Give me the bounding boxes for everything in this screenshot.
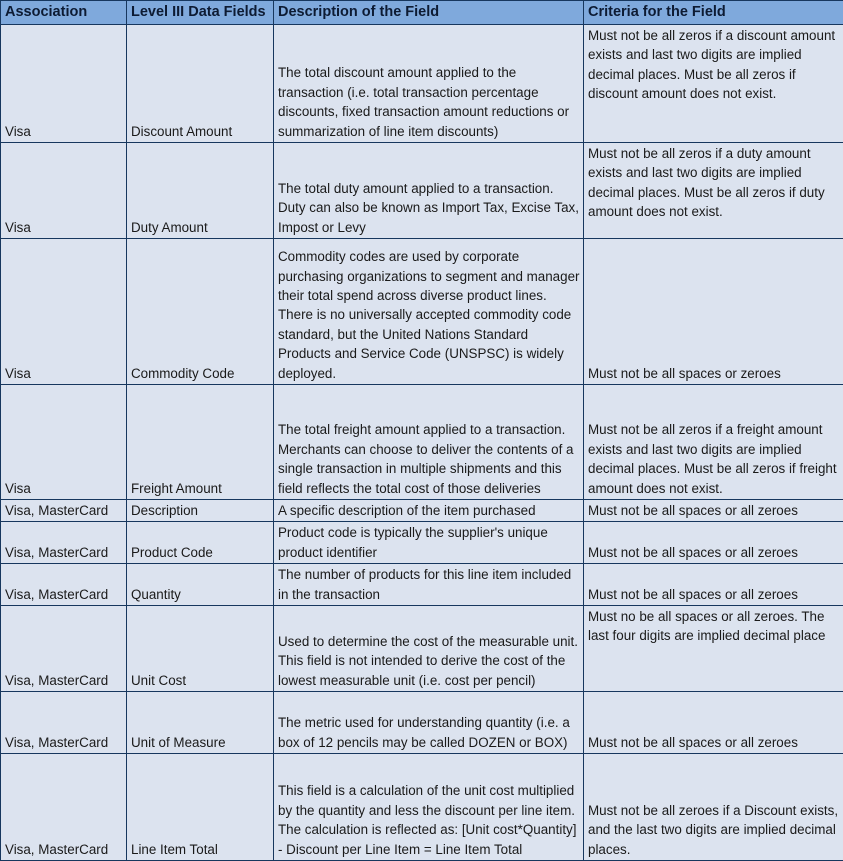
- table-body: [1, 25, 843, 861]
- cell-description: Used to determine the cost of the measurable unit. This field is not intended to derive the cost of the lowest measurable unit (i.e. cost per pencil): [274, 606, 584, 692]
- column-header-association: Association: [1, 1, 127, 25]
- cell-description: The total discount amount applied to the transaction (i.e. total transaction percentage discounts, fixed transaction amount reductions or summarization of line item discounts): [274, 25, 584, 143]
- cell-level-iii-data-field: Product Code: [127, 522, 274, 564]
- cell-description: This field is a calculation of the unit cost multiplied by the quantity and less the discount per line item. The calculation is reflected as: [Unit cost*Quantity] - Discount per Line Item = Line Item Total: [274, 754, 584, 861]
- table-row: [1, 754, 843, 861]
- cell-level-iii-data-field: Commodity Code: [127, 239, 274, 385]
- cell-description: Product code is typically the supplier's unique product identifier: [274, 522, 584, 564]
- cell-association: Visa, MasterCard: [1, 564, 127, 606]
- cell-association: Visa: [1, 385, 127, 500]
- cell-description: The total duty amount applied to a transaction. Duty can also be known as Import Tax, Excise Tax, Impost or Levy: [274, 143, 584, 239]
- cell-description: The metric used for understanding quantity (i.e. a box of 12 pencils may be called DOZEN or BOX): [274, 692, 584, 754]
- cell-criteria: Must not be all spaces or all zeroes: [584, 522, 843, 564]
- cell-criteria: Must not be all spaces or all zeroes: [584, 692, 843, 754]
- cell-level-iii-data-field: Quantity: [127, 564, 274, 606]
- table-row: [1, 522, 843, 564]
- cell-criteria: Must no be all spaces or all zeroes. The last four digits are implied decimal place: [584, 606, 843, 692]
- cell-criteria: Must not be all zeros if a discount amount exists and last two digits are implied decimal places. Must be all zeros if discount amount does not exist.: [584, 25, 843, 143]
- cell-level-iii-data-field: Freight Amount: [127, 385, 274, 500]
- cell-association: Visa, MasterCard: [1, 692, 127, 754]
- table-row: [1, 239, 843, 385]
- table-row: [1, 500, 843, 522]
- table-row: [1, 143, 843, 239]
- table-row: [1, 25, 843, 143]
- column-header-description-of-the-field: Description of the Field: [274, 1, 584, 25]
- cell-association: Visa: [1, 239, 127, 385]
- cell-level-iii-data-field: Discount Amount: [127, 25, 274, 143]
- cell-level-iii-data-field: Description: [127, 500, 274, 522]
- column-header-criteria-for-the-field: Criteria for the Field: [584, 1, 843, 25]
- table-row: [1, 564, 843, 606]
- table-row: [1, 692, 843, 754]
- table-header: [1, 1, 843, 25]
- table-row: [1, 606, 843, 692]
- cell-level-iii-data-field: Unit Cost: [127, 606, 274, 692]
- cell-association: Visa: [1, 25, 127, 143]
- cell-criteria: Must not be all spaces or zeroes: [584, 239, 843, 385]
- cell-description: The number of products for this line item included in the transaction: [274, 564, 584, 606]
- cell-description: A specific description of the item purchased: [274, 500, 584, 522]
- cell-level-iii-data-field: Duty Amount: [127, 143, 274, 239]
- cell-level-iii-data-field: Line Item Total: [127, 754, 274, 861]
- cell-association: Visa, MasterCard: [1, 754, 127, 861]
- cell-criteria: Must not be all zeros if a freight amount exists and last two digits are implied decimal places. Must be all zeros if freight amount does not exist.: [584, 385, 843, 500]
- cell-criteria: Must not be all spaces or all zeroes: [584, 500, 843, 522]
- cell-criteria: Must not be all zeros if a duty amount exists and last two digits are implied decimal places. Must be all zeros if duty amount does not exist.: [584, 143, 843, 239]
- cell-description: The total freight amount applied to a transaction. Merchants can choose to deliver the contents of a single transaction in multiple shipments and this field reflects the total cost of those deliveries: [274, 385, 584, 500]
- cell-level-iii-data-field: Unit of Measure: [127, 692, 274, 754]
- table-header-row: [1, 1, 843, 25]
- cell-criteria: Must not be all spaces or all zeroes: [584, 564, 843, 606]
- cell-association: Visa, MasterCard: [1, 606, 127, 692]
- cell-association: Visa: [1, 143, 127, 239]
- cell-description: Commodity codes are used by corporate purchasing organizations to segment and manager their total spend across diverse product lines. There is no universally accepted commodity code standard, but the United Nations Standard Products and Service Code (UNSPSC) is widely deployed.: [274, 239, 584, 385]
- cell-association: Visa, MasterCard: [1, 500, 127, 522]
- column-header-level-iii-data-fields: Level III Data Fields: [127, 1, 274, 25]
- cell-criteria: Must not be all zeroes if a Discount exists, and the last two digits are implied decimal places.: [584, 754, 843, 861]
- table-row: [1, 385, 843, 500]
- cell-association: Visa, MasterCard: [1, 522, 127, 564]
